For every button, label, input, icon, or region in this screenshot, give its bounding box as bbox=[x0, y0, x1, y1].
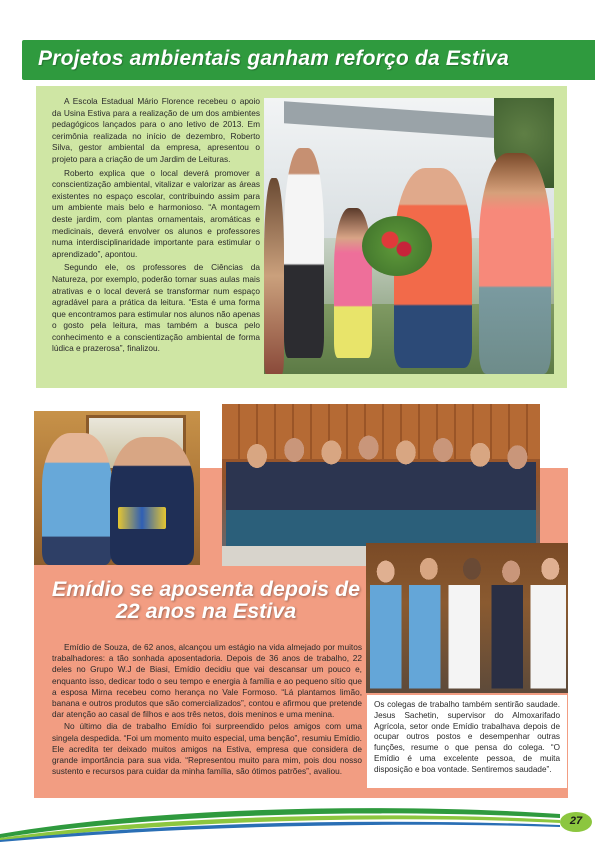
page-number: 27 bbox=[569, 815, 583, 827]
photo-caption-box: Os colegas de trabalho também sentirão saudade. Jesus Sachetin, supervisor do Almoxarifado Agrícola, setor onde Emídio trabalhava depois de ocupar outros postos e desempenhar outras funções, resume o que pensa do colega. “O Emídio é uma excelente pessoa, de muita disposição e boa vontade. Sentiremos saudade”. bbox=[367, 695, 567, 788]
article1-paragraph-3: Segundo ele, os professores de Ciências da Natureza, por exemplo, poderão tornar suas aulas mais atrativas e o local deverá se transformar num espaço agradável para a prática da leitura. “Esta é uma forma que encontramos para estimular nos alunos não apenas o gosto pela leitura, mas também a busca pelo conhecimento e a conscientização ambiental de forma lúdica e prazerosa”, finalizou. bbox=[52, 262, 260, 354]
article2-title: Emídio se aposenta depois de 22 anos na Estiva bbox=[51, 577, 361, 623]
photo-colleagues bbox=[366, 543, 568, 693]
photo-farewell-group bbox=[222, 404, 540, 566]
gift-box bbox=[118, 507, 166, 529]
article1-paragraph-1: A Escola Estadual Mário Florence recebeu o apoio da Usina Estiva para a realização de um dos ambientes pedagógicos lançados para o ano letivo de 2013. Em cerimônia realizada no início de dezembro, Roberto Silva, gestor ambiental da empresa, apresentou o projeto para a criação de um Jardim de Leituras. bbox=[52, 96, 260, 164]
page-title: Projetos ambientais ganham reforço da Estiva bbox=[38, 47, 509, 70]
footer-swoosh-decoration bbox=[0, 800, 595, 842]
article2-paragraph-2: No último dia de trabalho Emídio foi surpreendido pelos amigos com uma singela despedida. “Foi um momento muito especial, uma benção”, resumiu Emídio. Ele acredita ter deixado muitos amigos na Estiva, empresa que considera de grande importância para sua vida. “Representou muito para mim, pois dou nosso sustento e recursos para cuidar da minha família, são ótimos patrões”, avaliou. bbox=[52, 721, 362, 777]
article-emidio-aposentadoria bbox=[52, 642, 362, 778]
article-jardim-leituras bbox=[52, 96, 260, 357]
flower-bouquet bbox=[362, 216, 432, 276]
article2-paragraph-1: Emídio de Souza, de 62 anos, alcançou um estágio na vida almejado por muitos trabalhadores: a tão sonhada aposentadoria. Depois de 36 anos de trabalho, 22 deles no Grupo W.J de Biasi, Emídio decidiu que vai descansar um pouco e, enquanto isso, dedicar todo o seu tempo e energia à família e ao pequeno sítio que a esposa Mirna recebeu como herança no Vale Formoso. “Lá plantamos limão, banana e outros produtos que são comercializados”, contou e afirmou que pretende dar atenção ao casal de filhos e aos três netos, dois meninos e uma menina. bbox=[52, 642, 362, 720]
headline-bar bbox=[22, 40, 595, 80]
article1-paragraph-2: Roberto explica que o local deverá promover a conscientização ambiental, vitalizar e valorizar as áreas existentes no espaço escolar, contribuindo assim para um ambiente mais belo e harmonioso. “A montagem deste jardim, com plantas ornamentais, aromáticas e medicinais, deverá envolver os alunos e professores numa interdisciplinaridade importante para estimular o aprendizado”, apontou. bbox=[52, 167, 260, 259]
photo-ceremony-school bbox=[264, 98, 554, 374]
photo-emidio-with-gift bbox=[34, 411, 200, 565]
